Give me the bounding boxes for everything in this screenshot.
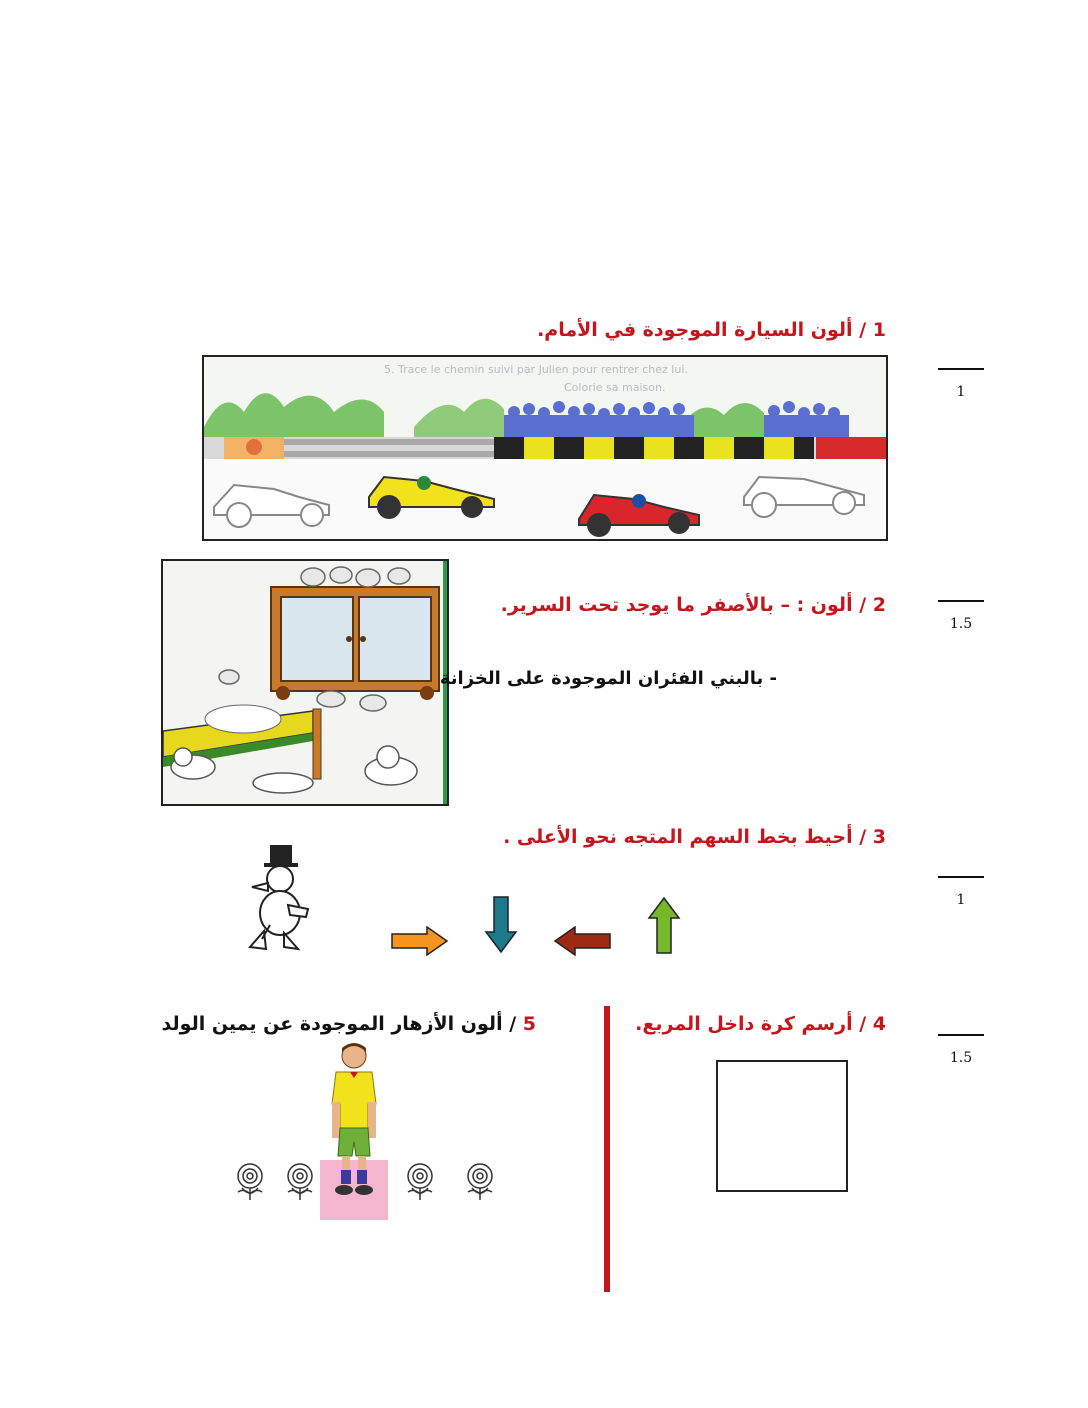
score-value: 1.5 xyxy=(949,1050,973,1066)
question-2-number: 2 xyxy=(872,594,886,616)
question-5-text: / ألون الأزهار الموجودة عن يمين الولد xyxy=(161,1013,517,1035)
score-q3 xyxy=(938,876,984,908)
question-1-title xyxy=(537,319,886,341)
question-5-number: 5 xyxy=(522,1013,536,1035)
arrow-left[interactable] xyxy=(553,926,611,956)
question-4-title xyxy=(635,1013,886,1035)
section-divider xyxy=(604,1006,610,1292)
question-3-number: 3 xyxy=(872,826,886,848)
question-2-title xyxy=(501,594,886,616)
flower-icon[interactable] xyxy=(278,1158,322,1202)
question-3-text: / أحيط بخط السهم المتجه نحو الأعلى . xyxy=(503,826,867,848)
arrow-right[interactable] xyxy=(391,926,449,956)
question-5-title xyxy=(162,1013,536,1035)
question-4-text: / أرسم كرة داخل المربع. xyxy=(635,1013,867,1035)
flower-icon[interactable] xyxy=(458,1158,502,1202)
question-1-text: / ألون السيارة الموجودة في الأمام. xyxy=(537,319,867,341)
race-cars-image xyxy=(202,355,888,541)
arrow-up[interactable] xyxy=(647,896,681,954)
flower-icon[interactable] xyxy=(228,1158,272,1202)
race-scan-text-1: 5. Trace le chemin suivi par Julien pour rentrer chez lui. xyxy=(384,363,688,376)
score-value: 1 xyxy=(956,384,966,400)
question-2-subline: - بالبني الفئران الموجودة على الخزانة xyxy=(439,668,777,689)
room-mice-cats-illustration xyxy=(163,561,447,804)
boy-figure-illustration xyxy=(320,1040,388,1220)
duck-character-icon xyxy=(240,843,312,955)
question-2-text: / ألون : – بالأصفر ما يوجد تحت السرير. xyxy=(500,594,867,616)
score-q4 xyxy=(938,1034,984,1066)
question-3-title xyxy=(503,826,886,848)
score-q2 xyxy=(938,600,984,632)
score-value: 1.5 xyxy=(949,616,973,632)
question-1-number: 1 xyxy=(872,319,886,341)
question-4-number: 4 xyxy=(872,1013,886,1035)
race-cars-illustration xyxy=(204,357,886,539)
room-image xyxy=(161,559,449,806)
score-q1 xyxy=(938,368,984,400)
score-value: 1 xyxy=(956,892,966,908)
flower-icon[interactable] xyxy=(398,1158,442,1202)
race-scan-text-2: Colorie sa maison. xyxy=(564,381,666,394)
drawing-square[interactable] xyxy=(716,1060,848,1192)
arrow-down[interactable] xyxy=(484,896,518,954)
